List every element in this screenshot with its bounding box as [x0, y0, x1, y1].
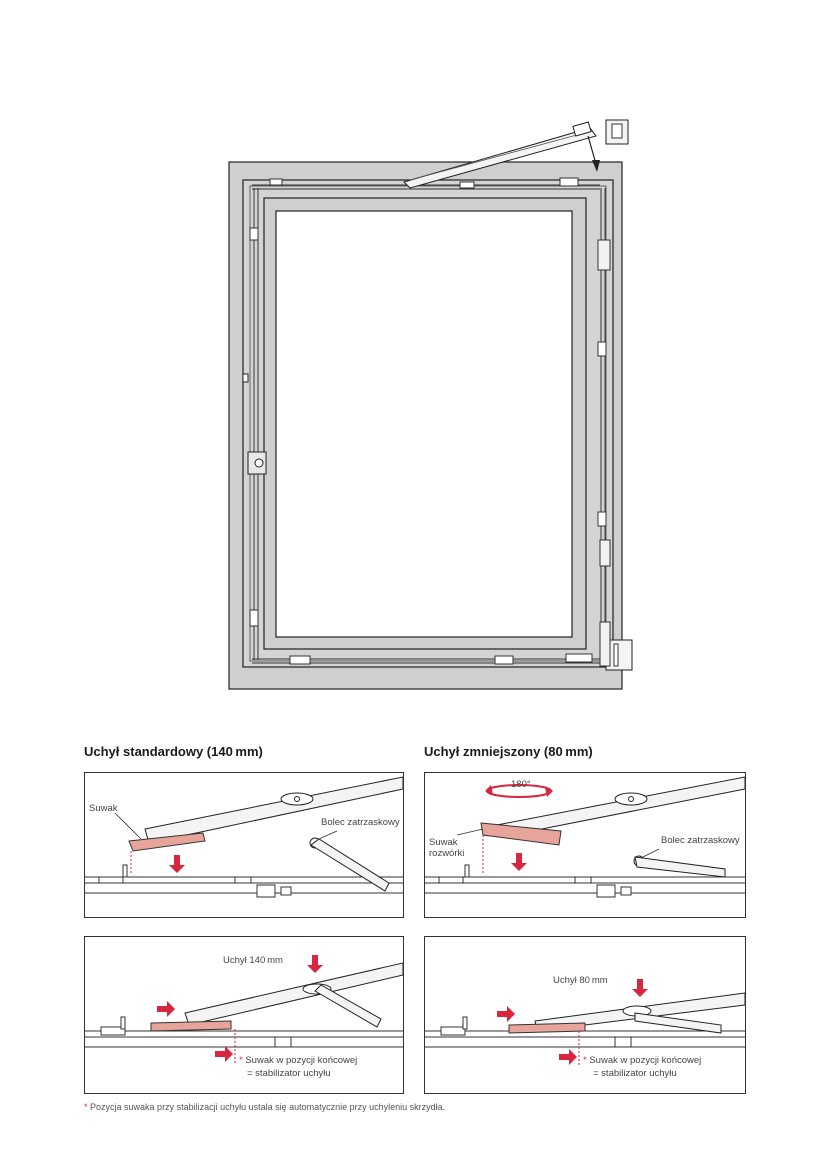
end-position-note-line2: = stabilizator uchyłu — [247, 1068, 331, 1079]
tilt-label: Uchył 80 mm — [553, 975, 608, 986]
slider-part — [509, 1023, 585, 1033]
slider-part — [151, 1021, 231, 1031]
slider-label-line1: Suwak — [429, 837, 458, 848]
panel-standard-top-drawing — [85, 773, 403, 917]
section-title-reduced: Uchył zmniejszony (80 mm) — [424, 744, 593, 759]
footnote-text: Pozycja suwaka przy stabilizacji uchyłu ustala się automatycznie przy uchyleniu skrzydła. — [90, 1102, 446, 1112]
end-position-note-line1: Suwak w pozycji końcowej — [245, 1055, 358, 1066]
footnote — [84, 1102, 445, 1112]
panel-reduced-top — [424, 772, 746, 918]
section-title-standard: Uchył standardowy (140 mm) — [84, 744, 263, 759]
end-position-note-line2: = stabilizator uchyłu — [593, 1068, 677, 1079]
footnote-star: * — [84, 1102, 88, 1112]
stay-arm — [145, 777, 403, 843]
pin-label: Bolec zatrzaskowy — [321, 817, 400, 828]
glass-pane — [276, 211, 572, 637]
panel-standard-top — [84, 772, 404, 918]
end-position-note: * Suwak w pozycji końcowej — [239, 1055, 358, 1066]
slider-label: Suwak — [89, 803, 118, 814]
panel-standard-bottom — [84, 936, 404, 1094]
end-position-note-line1: Suwak w pozycji końcowej — [589, 1055, 702, 1066]
pin-label: Bolec zatrzaskowy — [661, 835, 740, 846]
end-position-note: * Suwak w pozycji końcowej — [583, 1055, 702, 1066]
panel-reduced-bottom-drawing — [425, 937, 745, 1093]
window-drawing — [225, 112, 645, 694]
panel-reduced-bottom — [424, 936, 746, 1094]
slider-label-line2: rozwórki — [429, 848, 465, 859]
tilt-label: Uchył 140 mm — [223, 955, 283, 966]
rotation-label: 180° — [511, 779, 531, 790]
